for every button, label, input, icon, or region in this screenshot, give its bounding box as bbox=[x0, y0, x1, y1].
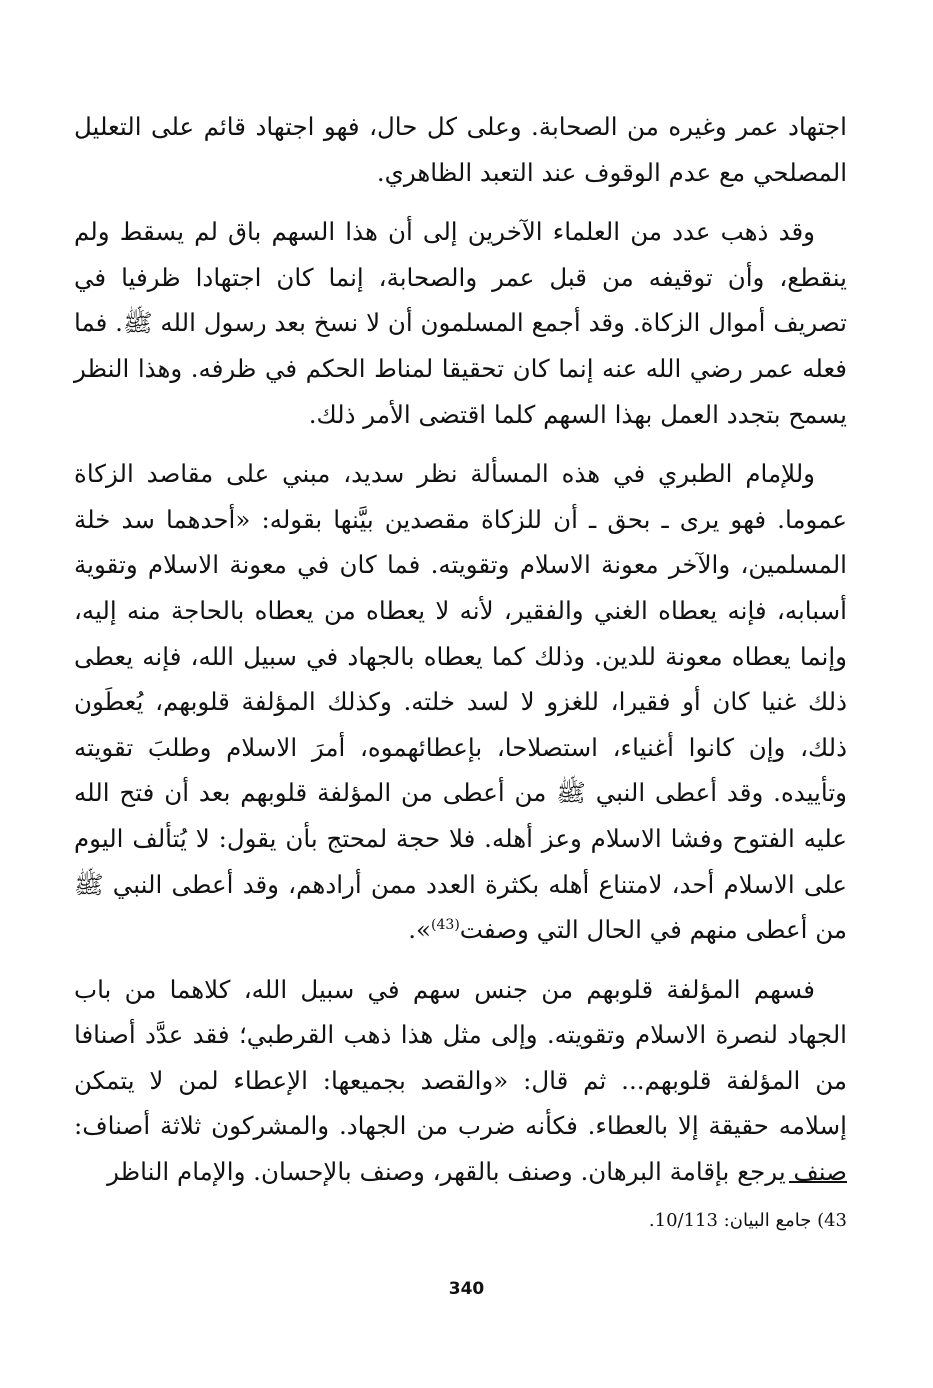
paragraph-3-text: وللإمام الطبري في هذه المسألة نظر سديد، مبني على مقاصد الزكاة عموما. فهو يرى ـ بحق ـ أن للزكاة مقصدين بيَّنها بقوله: «أحدهما سد خلة المسلمين، والآخر معونة الاسلام وتقويته. فما كان في معونة الاسلام وتقوية أسبابه، فإنه يعطاه الغني والفقير، لأنه لا يعطاه من يعطاه بالحاجة منه إليه، وإنما يعطاه معونة للدين. وذلك كما يعطاه بالجهاد في سبيل الله، فإنه يعطى ذلك غنيا كان أو فقيرا، للغزو لا لسد خلته. وكذلك المؤلفة قلوبهم، يُعطَون ذلك، وإن كانوا أغنياء، استصلاحا، بإعطائهموه، أمرَ الاسلام وطلبَ تقويته وتأييده. وقد أعطى النبي ﷺ من أعطى من المؤلفة قلوبهم بعد أن فتح الله عليه الفتوح وفشا الاسلام وعز أهله. فلا حجة لمحتج بأن يقول: لا يُتألف اليوم على الاسلام أحد، لامتناع أهله بكثرة العدد ممن أرادهم، وقد أعطى النبي ﷺ من أعطى منهم في الحال التي وصفت bbox=[74, 459, 847, 945]
footnote-reference[interactable]: (43) bbox=[431, 916, 460, 933]
paragraph-1: اجتهاد عمر وغيره من الصحابة. وعلى كل حال، فهو اجتهاد قائم على التعليل المصلحي مع عدم الوقوف عند التعبد الظاهري. bbox=[74, 112, 847, 187]
page-number: 340 bbox=[448, 1279, 485, 1299]
paragraph-2: وقد ذهب عدد من العلماء الآخرين إلى أن هذا السهم باق لم يسقط ولم ينقطع، وأن توقيفه من قبل عمر والصحابة، إنما كان اجتهادا ظرفيا في تصريف أموال الزكاة. وقد أجمع المسلمون أن لا نسخ بعد رسول الله ﷺ. فما فعله عمر رضي الله عنه إنما كان تحقيقا لمناط الحكم في ظرفه. وهذا النظر يسمح بتجدد العمل بهذا السهم كلما اقتضى الأمر ذلك. bbox=[74, 217, 847, 429]
body-text bbox=[74, 104, 847, 1195]
quote-end: ». bbox=[408, 915, 432, 945]
paragraph-3 bbox=[74, 451, 847, 953]
footnote-divider bbox=[789, 1181, 847, 1183]
paragraph-4: فسهم المؤلفة قلوبهم من جنس سهم في سبيل الله، كلاهما من باب الجهاد لنصرة الاسلام وتقويته. وإلى مثل هذا ذهب القرطبي؛ فقد عدَّد أصنافا من المؤلفة قلوبهم... ثم قال: «والقصد بجميعها: الإعطاء لمن لا يتمكن إسلامه حقيقة إلا بالعطاء. فكأنه ضرب من الجهاد. والمشركون ثلاثة أصناف: صنف يرجع بإقامة البرهان. وصنف بالقهر، وصنف بالإحسان. والإمام الناظر bbox=[74, 974, 847, 1187]
footnote: 43) جامع البيان: 10/113. bbox=[648, 1210, 847, 1231]
